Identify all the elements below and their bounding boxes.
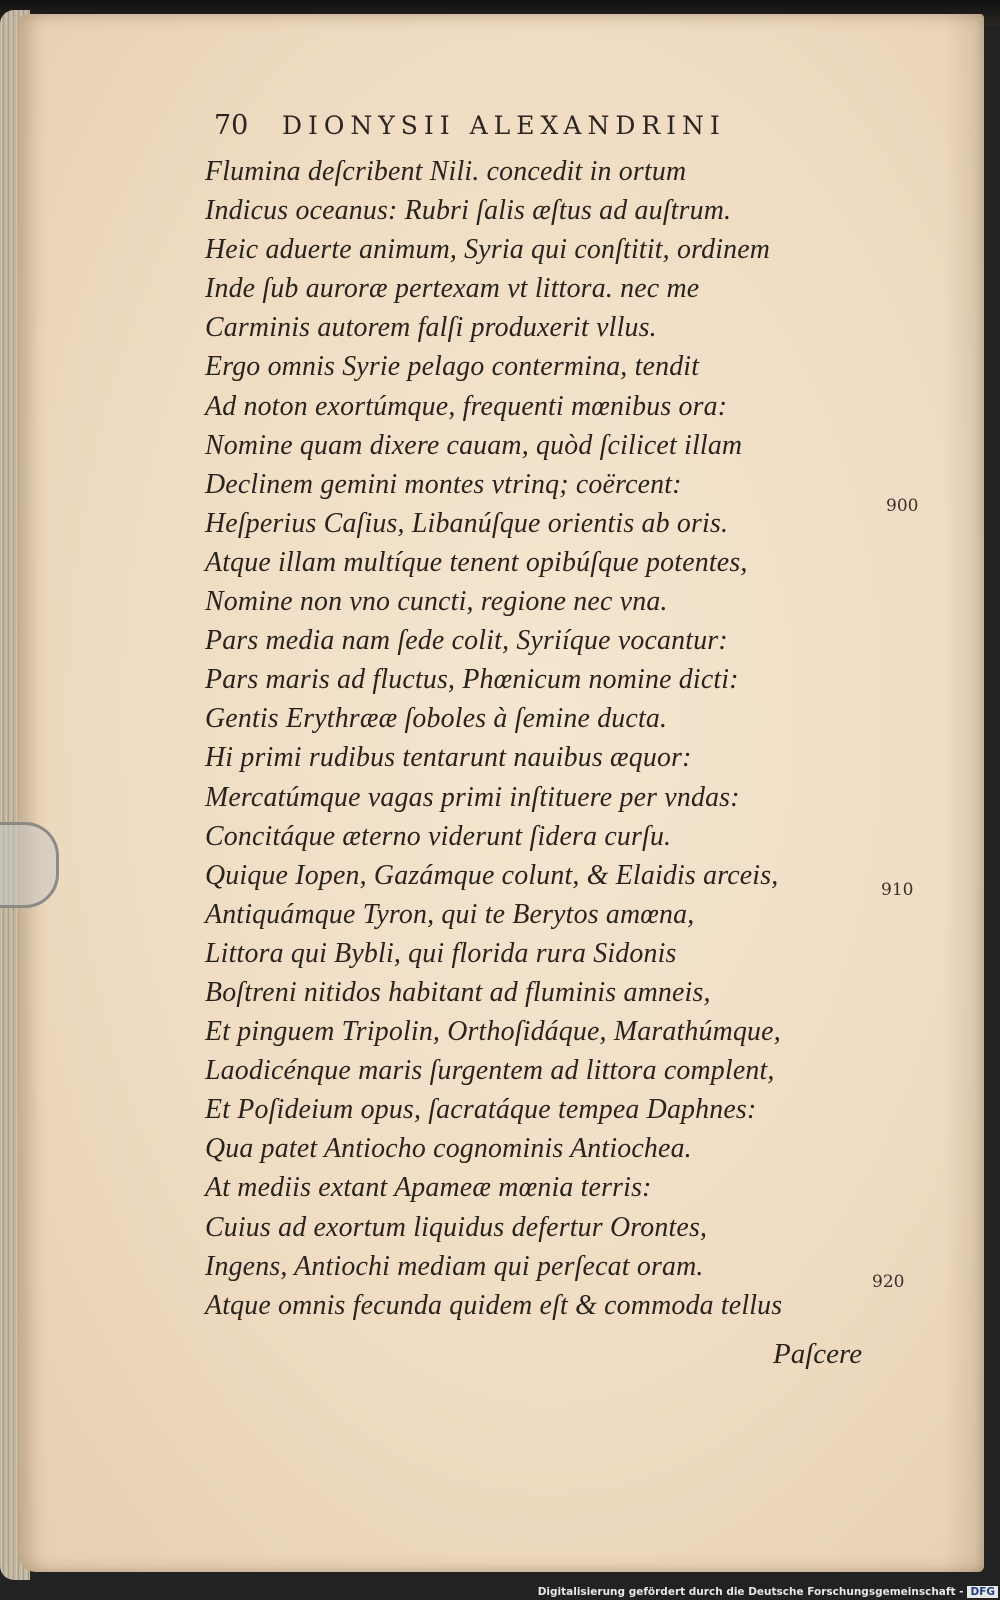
dfg-logo: DFG xyxy=(967,1586,998,1598)
verse-line: Concitáque æterno viderunt ſidera curſu. xyxy=(205,819,672,852)
page-number: 70 xyxy=(214,110,249,141)
verse-line: Atque omnis fecunda quidem eſt & commoda tellus xyxy=(205,1288,783,1321)
verse-line: Atque illam multíque tenent opibúſque potentes, xyxy=(205,545,748,578)
verse-line: Cuius ad exortum liquidus defertur Orontes, xyxy=(205,1210,708,1243)
verse-text-block xyxy=(205,152,885,1325)
verse-line: Declinem gemini montes vtrinq; coërcent: xyxy=(205,467,682,500)
running-title: DIONYSII ALEXANDRINI xyxy=(281,111,726,140)
verse-line: Ad noton exortúmque, frequenti mœnibus ora: xyxy=(205,389,728,422)
verse-line: Ergo omnis Syrie pelago contermina, tendit xyxy=(205,350,700,383)
verse-line: Et pinguem Tripolin, Orthoſidáque, Marathúmque, xyxy=(205,1015,781,1048)
verse-line: Nomine quam dixere cauam, quòd ſcilicet illam xyxy=(205,428,743,461)
verse-line: Flumina deſcribent Nili. concedit in ortum xyxy=(205,155,687,187)
verse-line: Carminis autorem falſi produxerit vllus. xyxy=(205,311,657,344)
verse-line: Boſtreni nitidos habitant ad fluminis amneis, xyxy=(205,975,711,1008)
verse-line: Et Poſideium opus, ſacratáque tempea Daphnes: xyxy=(205,1093,757,1126)
verse-line: Inde ſub auroræ pertexam vt littora. nec me xyxy=(205,272,700,305)
verse-line: Littora qui Bybli, qui florida rura Sidonis xyxy=(205,936,677,969)
verse-line: Gentis Erythrææ ſoboles à ſemine ducta. xyxy=(205,702,668,735)
margin-line-number: 900 xyxy=(886,496,919,516)
verse-line: Heſperius Caſius, Libanúſque orientis ab oris. xyxy=(205,506,729,539)
margin-line-number: 920 xyxy=(872,1272,905,1292)
verse-line: Antiquámque Tyron, qui te Berytos amœna, xyxy=(205,897,695,930)
verse-line: Pars maris ad fluctus, Phœnicum nomine dicti: xyxy=(205,663,739,696)
verse-line: Nomine non vno cuncti, regione nec vna. xyxy=(205,585,668,618)
credit-text: Digitalisierung gefördert durch die Deutsche Forschungsgemeinschaft - xyxy=(537,1586,964,1598)
verse-line: Heic aduerte animum, Syria qui conſtitit, ordinem xyxy=(205,233,771,266)
catchword: Paſcere xyxy=(773,1338,863,1370)
verse-line: Mercatúmque vagas primi inſtituere per vndas: xyxy=(205,780,740,813)
verse-line: Laodicénque maris ſurgentem ad littora complent, xyxy=(205,1054,775,1087)
verse-line: Hi primi rudibus tentarunt nauibus æquor: xyxy=(205,741,692,774)
page-clip xyxy=(0,822,59,908)
verse-line: Qua patet Antiocho cognominis Antiochea. xyxy=(205,1132,692,1165)
margin-line-number: 910 xyxy=(881,880,914,900)
verse-line: Quique Iopen, Gazámque colunt, & Elaidis arceis, xyxy=(205,858,779,891)
page-header xyxy=(214,110,726,141)
verse-line: Pars media nam ſede colit, Syriíque vocantur: xyxy=(205,624,728,657)
verse-line: At mediis extant Apameæ mœnia terris: xyxy=(205,1171,652,1204)
digitization-credit xyxy=(538,1586,998,1598)
verse-line: Ingens, Antiochi mediam qui perſecat oram. xyxy=(205,1249,704,1282)
verse-line: Indicus oceanus: Rubri ſalis æſtus ad auſtrum. xyxy=(205,194,732,227)
page-shadow xyxy=(944,14,984,1572)
